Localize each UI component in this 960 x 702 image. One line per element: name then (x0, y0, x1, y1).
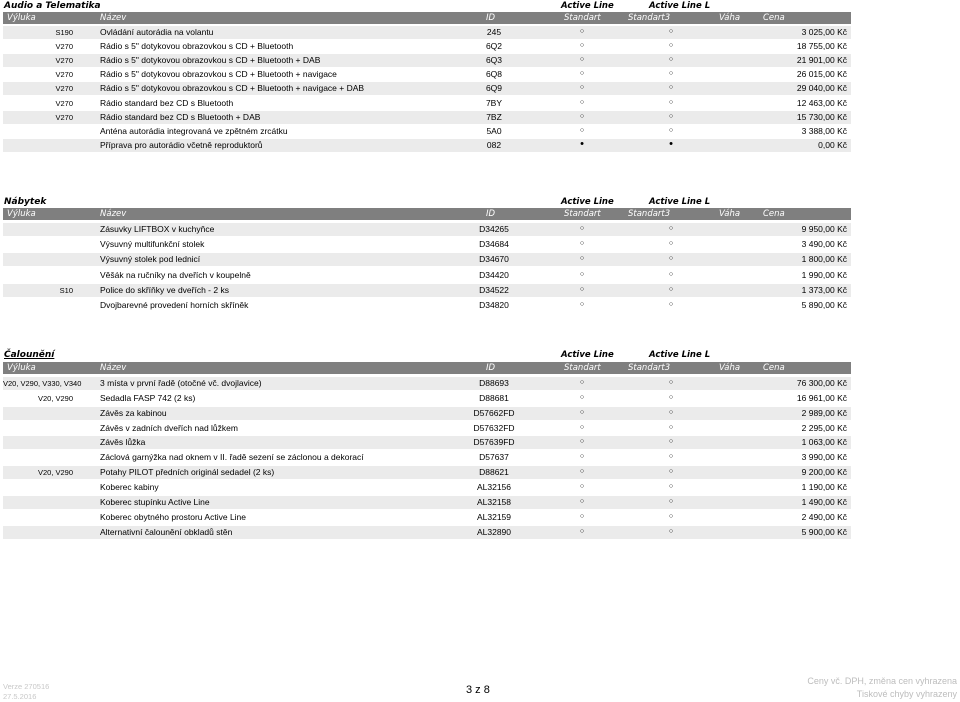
section-title: Čalounění (4, 350, 55, 360)
item-price: 1 063,00 Kč (801, 437, 847, 448)
item-id: D34684 (479, 239, 509, 250)
optional-icon: ○ (668, 240, 674, 248)
exclusion-code: S190 (55, 28, 73, 37)
table-row (3, 422, 851, 435)
exclusion-code: V270 (55, 98, 73, 108)
optional-icon: ○ (668, 497, 674, 505)
optional-icon: ○ (579, 379, 585, 386)
item-id: D34420 (479, 269, 509, 280)
item-name: Rádio s 5" dotykovou obrazovkou s CD + Bluetooth (100, 41, 294, 52)
item-id: 7BZ (486, 111, 502, 122)
item-name: Alternativní čalounění obkladů stěn (100, 526, 233, 537)
optional-icon: ○ (579, 56, 585, 64)
item-id: AL32159 (476, 511, 512, 522)
table-row (3, 125, 851, 138)
optional-icon: ○ (579, 70, 585, 78)
optional-icon: ○ (579, 240, 585, 248)
col-vyluka: Výluka (7, 209, 36, 219)
table-row (3, 223, 851, 236)
footer-version (3, 682, 49, 702)
version-label: Verze 270516 (3, 682, 50, 691)
item-price: 3 990,00 Kč (801, 452, 847, 463)
item-price: 9 950,00 Kč (801, 224, 847, 234)
item-id: 6Q2 (485, 41, 503, 52)
item-price: 2 989,00 Kč (801, 407, 847, 418)
item-price: 16 961,00 Kč (796, 392, 847, 403)
item-name: Koberec obytného prostoru Active Line (100, 511, 247, 522)
optional-icon: ○ (579, 527, 585, 535)
item-name: Dvojbarevné provedení horních skříněk (100, 300, 249, 310)
optional-icon: ○ (579, 423, 585, 431)
col-vaha: Váha (719, 209, 741, 219)
optional-icon: ○ (579, 408, 585, 416)
item-id: AL32156 (476, 481, 512, 492)
optional-icon: ○ (579, 497, 585, 505)
optional-icon: ○ (668, 255, 674, 263)
optional-icon: ○ (668, 42, 674, 50)
exclusion-code: V270 (55, 42, 73, 52)
exclusion-code: V20, V290, V330, V340 (3, 379, 82, 388)
table-row (3, 40, 851, 53)
item-id: D88621 (479, 467, 509, 478)
section-title: Nábytek (4, 197, 47, 207)
optional-icon: ○ (579, 28, 585, 35)
table-row (3, 26, 851, 39)
item-name: Výsuvný stolek pod lednicí (100, 254, 201, 265)
optional-icon: ○ (579, 453, 585, 461)
item-price: 3 025,00 Kč (801, 27, 847, 37)
item-id: D57632FD (473, 422, 515, 433)
optional-icon: ○ (579, 112, 585, 120)
col-id: ID (486, 363, 496, 373)
optional-icon: ○ (668, 301, 674, 308)
optional-icon: ○ (668, 98, 674, 106)
optional-icon: ○ (579, 393, 585, 401)
item-name: Závěs lůžka (100, 437, 146, 448)
optional-icon: ○ (668, 70, 674, 78)
item-name: Závěs za kabinou (100, 407, 167, 418)
optional-icon: ○ (668, 270, 674, 278)
item-price: 5 900,00 Kč (801, 526, 847, 537)
optional-icon: ○ (579, 301, 585, 308)
col-standart: Standart (564, 13, 601, 23)
optional-icon: ○ (668, 28, 674, 35)
item-id: 6Q3 (485, 55, 503, 66)
exclusion-code: V270 (55, 56, 73, 66)
item-id: 6Q8 (485, 69, 503, 80)
table-row (3, 238, 851, 251)
optional-icon: ○ (668, 84, 674, 92)
item-price: 21 901,00 Kč (796, 55, 847, 66)
col-cena: Cena (763, 209, 785, 219)
optional-icon: ○ (579, 98, 585, 106)
col-nazev: Název (100, 363, 127, 373)
active-line-l-label: Active Line L (649, 350, 711, 360)
exclusion-code: V20, V290 (37, 468, 73, 478)
item-name: Záclová garnýžka nad oknem v II. řadě sezení se záclonou a dekorací (100, 452, 364, 463)
optional-icon: ○ (579, 255, 585, 263)
table-row (3, 392, 851, 405)
item-id: 5A0 (486, 125, 502, 136)
table-row (3, 284, 851, 297)
exclusion-code: V270 (55, 70, 73, 80)
optional-icon: ○ (668, 56, 674, 64)
item-name: Rádio s 5" dotykovou obrazovkou s CD + Bluetooth + navigace + DAB (100, 83, 365, 94)
item-id: D57639FD (473, 437, 515, 448)
page-number: 3 z 8 (466, 684, 490, 696)
item-name: Příprava pro autorádio včetně reproduktorů (100, 139, 263, 150)
item-name: Potahy PILOT předních originál sedadel (2 ks) (100, 467, 275, 478)
col-nazev: Název (100, 13, 127, 23)
optional-icon: ○ (668, 527, 674, 535)
col-cena: Cena (763, 13, 785, 23)
optional-icon: ○ (668, 438, 674, 446)
item-name: Koberec kabiny (100, 481, 159, 492)
optional-icon: ○ (668, 408, 674, 416)
item-name: Sedadla FASP 742 (2 ks) (100, 392, 196, 403)
optional-icon: ○ (579, 42, 585, 50)
item-price: 3 388,00 Kč (801, 125, 847, 136)
item-name: Rádio standard bez CD s Bluetooth + DAB (100, 111, 261, 122)
exclusion-code: V20, V290 (37, 393, 73, 403)
col-nazev: Název (100, 209, 127, 219)
item-price: 1 800,00 Kč (801, 254, 847, 265)
optional-icon: ○ (579, 270, 585, 278)
table-header (3, 208, 851, 220)
item-name: Rádio s 5" dotykovou obrazovkou s CD + Bluetooth + DAB (100, 55, 321, 66)
optional-icon: ○ (579, 438, 585, 446)
table-row (3, 466, 851, 479)
table-row (3, 68, 851, 81)
col-standart3: Standart3 (628, 13, 671, 23)
item-id: D57662FD (473, 407, 515, 418)
table-row (3, 54, 851, 67)
item-price: 76 300,00 Kč (796, 378, 847, 388)
optional-icon: ○ (668, 126, 674, 134)
col-standart: Standart (564, 363, 601, 373)
table-row (3, 97, 851, 110)
table-row (3, 299, 851, 312)
optional-icon: ○ (668, 285, 674, 293)
item-name: Police do skříňky ve dveřích - 2 ks (100, 284, 229, 295)
table-row (3, 481, 851, 494)
item-id: 7BY (485, 97, 503, 108)
item-price: 1 490,00 Kč (801, 496, 847, 507)
exclusion-code: S10 (59, 285, 73, 295)
item-price: 0,00 Kč (818, 139, 847, 150)
item-id: D34522 (479, 284, 509, 295)
optional-icon: ○ (579, 468, 585, 476)
col-cena: Cena (763, 363, 785, 373)
price-note: Ceny vč. DPH, změna cen vyhrazena (807, 676, 957, 686)
item-price: 26 015,00 Kč (796, 69, 847, 80)
item-id: 245 (486, 27, 502, 37)
item-id: AL32890 (476, 526, 512, 537)
active-line-label: Active Line (561, 350, 614, 360)
item-name: Ovládání autorádia na volantu (100, 27, 214, 37)
item-price: 2 295,00 Kč (801, 422, 847, 433)
item-price: 1 990,00 Kč (801, 269, 847, 280)
optional-icon: ○ (668, 112, 674, 120)
exclusion-code: V270 (55, 84, 73, 94)
table-row (3, 82, 851, 95)
item-price: 29 040,00 Kč (796, 83, 847, 94)
item-id: D34265 (479, 224, 509, 234)
table-row (3, 111, 851, 124)
item-price: 15 730,00 Kč (796, 111, 847, 122)
item-name: Výsuvný multifunkční stolek (100, 239, 205, 250)
table-row (3, 511, 851, 524)
footer-notes (807, 675, 957, 701)
optional-icon: ○ (579, 126, 585, 134)
item-name: Rádio s 5" dotykovou obrazovkou s CD + Bluetooth + navigace (100, 69, 337, 80)
item-id: D57637 (479, 452, 509, 463)
standard-icon: • (669, 137, 673, 150)
table-header (3, 12, 851, 24)
col-standart3: Standart3 (628, 363, 671, 373)
col-vaha: Váha (719, 13, 741, 23)
optional-icon: ○ (579, 225, 585, 232)
table-row (3, 253, 851, 266)
typo-note: Tiskové chyby vyhrazeny (856, 689, 957, 699)
standard-icon: • (580, 137, 584, 150)
optional-icon: ○ (668, 482, 674, 490)
col-vyluka: Výluka (7, 363, 36, 373)
optional-icon: ○ (668, 423, 674, 431)
table-header (3, 362, 851, 374)
active-line-l-label: Active Line L (649, 1, 711, 11)
col-vyluka: Výluka (7, 13, 36, 23)
col-standart3: Standart3 (628, 209, 671, 219)
active-line-l-label: Active Line L (649, 197, 711, 207)
item-price: 12 463,00 Kč (796, 97, 847, 108)
item-id: AL32158 (476, 496, 512, 507)
item-name: Rádio standard bez CD s Bluetooth (100, 97, 234, 108)
item-id: 6Q9 (485, 83, 503, 94)
optional-icon: ○ (668, 393, 674, 401)
table-row (3, 526, 851, 539)
item-price: 5 890,00 Kč (801, 300, 847, 310)
item-name: Anténa autorádia integrovaná ve zpětném zrcátku (100, 125, 288, 136)
item-id: D34820 (479, 300, 509, 310)
item-name: 3 místa v první řadě (otočné vč. dvojlavice) (100, 378, 262, 388)
exclusion-code: V270 (55, 112, 73, 122)
table-row (3, 377, 851, 390)
item-id: D88693 (479, 378, 509, 388)
table-row (3, 269, 851, 282)
item-price: 3 490,00 Kč (801, 239, 847, 250)
item-price: 9 200,00 Kč (801, 467, 847, 478)
optional-icon: ○ (579, 84, 585, 92)
active-line-label: Active Line (561, 1, 614, 11)
date-label: 27.5.2016 (3, 692, 37, 701)
item-id: D88681 (479, 392, 509, 403)
optional-icon: ○ (668, 225, 674, 232)
optional-icon: ○ (668, 512, 674, 520)
section-title: Audio a Telematika (4, 1, 101, 11)
item-name: Závěs v zadních dveřích nad lůžkem (100, 422, 238, 433)
table-row (3, 451, 851, 464)
col-vaha: Váha (719, 363, 741, 373)
item-price: 1 373,00 Kč (801, 284, 847, 295)
item-price: 18 755,00 Kč (796, 41, 847, 52)
col-standart: Standart (564, 209, 601, 219)
item-name: Koberec stupínku Active Line (100, 496, 210, 507)
item-price: 1 190,00 Kč (801, 481, 847, 492)
table-row (3, 407, 851, 420)
optional-icon: ○ (579, 482, 585, 490)
table-row (3, 436, 851, 449)
item-price: 2 490,00 Kč (801, 511, 847, 522)
col-id: ID (486, 209, 496, 219)
optional-icon: ○ (668, 379, 674, 386)
item-name: Zásuvky LIFTBOX v kuchyňce (100, 224, 215, 234)
optional-icon: ○ (579, 285, 585, 293)
table-row (3, 139, 851, 152)
optional-icon: ○ (579, 512, 585, 520)
item-id: 082 (486, 139, 502, 150)
item-id: D34670 (479, 254, 509, 265)
active-line-label: Active Line (561, 197, 614, 207)
optional-icon: ○ (668, 468, 674, 476)
item-name: Věšák na ručníky na dveřích v koupelně (100, 269, 251, 280)
col-id: ID (486, 13, 496, 23)
table-row (3, 496, 851, 509)
optional-icon: ○ (668, 453, 674, 461)
